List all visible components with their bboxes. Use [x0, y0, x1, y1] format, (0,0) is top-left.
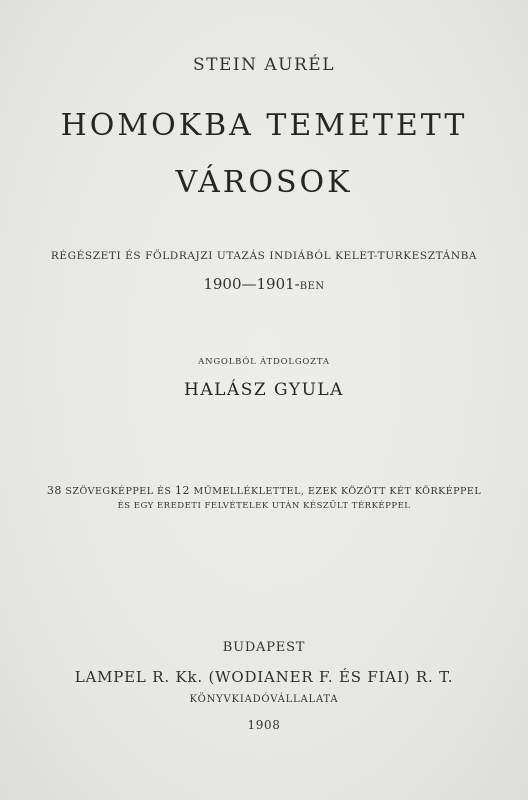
translator-name: HALÁSZ GYULA	[184, 380, 344, 400]
publication-city: BUDAPEST	[222, 640, 306, 655]
illustrations-text-1: SZÖVEGKÉPPEL ÉS	[61, 486, 176, 497]
publisher-name: LAMPEL R. Kk. (WODIANER F. ÉS FIAI) R. T.	[74, 668, 454, 686]
plate-count: 12	[175, 484, 191, 497]
publication-year: 1908	[247, 718, 281, 732]
text-figure-count: 38	[46, 484, 62, 497]
illustrations-note-line-2: ÉS EGY EREDETI FELVÉTELEK UTÁN KÉSZÜLT TÉRKÉPPEL	[117, 501, 411, 511]
book-subtitle: RÉGÉSZETI ÉS FÖLDRAJZI UTAZÁS INDIÁBÓL KELET-TURKESZTÁNBA	[50, 250, 478, 262]
illustrations-text-2: MŰMELLÉKLETTEL, EZEK KÖZÖTT KÉT KÖRKÉPPEL	[190, 486, 482, 497]
travel-years-range: 1900—1901-	[203, 275, 300, 293]
book-title-line-2: VÁROSOK	[175, 165, 353, 200]
travel-years	[0, 275, 528, 293]
translation-credit: ANGOLBÓL ÁTDOLGOZTA	[198, 357, 330, 367]
illustrations-note-line-1	[0, 484, 528, 497]
book-title-line-1: HOMOKBA TEMETETT	[60, 108, 468, 143]
publisher-subtitle: KÖNYVKIADÓVÁLLALATA	[189, 694, 339, 705]
travel-years-suffix: BEN	[299, 281, 325, 292]
author-name: STEIN AURÉL	[193, 55, 335, 75]
